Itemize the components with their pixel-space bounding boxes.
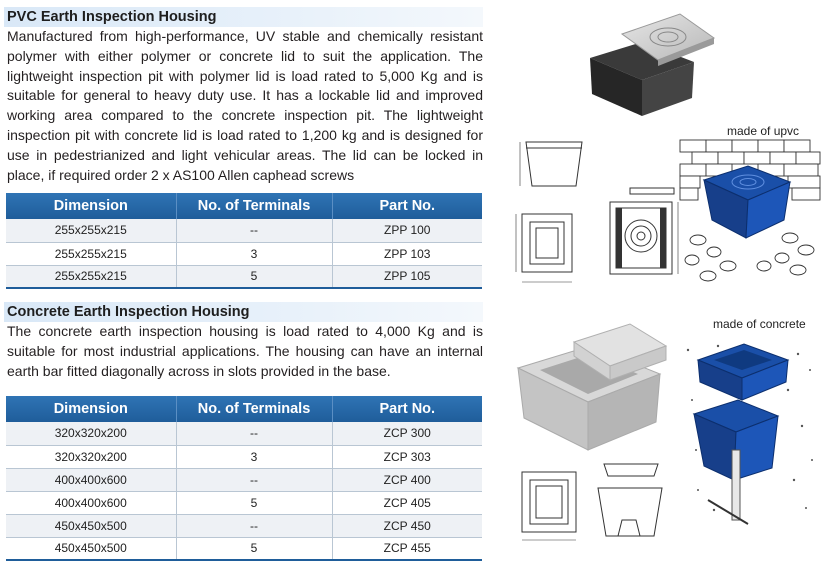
cell-dimension: 320x320x200 xyxy=(6,422,176,445)
cell-part-no: ZPP 100 xyxy=(332,219,482,242)
table-row xyxy=(6,491,482,514)
cell-terminals: -- xyxy=(176,514,332,537)
pvc-installation-drawing xyxy=(678,120,824,290)
cell-terminals: -- xyxy=(176,468,332,491)
cell-terminals: 3 xyxy=(176,445,332,468)
pvc-section-title: PVC Earth Inspection Housing xyxy=(4,7,483,27)
concrete-description xyxy=(7,322,483,381)
column-header-dimension: Dimension xyxy=(6,193,176,219)
table-row xyxy=(6,445,482,468)
cell-terminals: 5 xyxy=(176,265,332,288)
concrete-material-caption: made of concrete xyxy=(713,317,806,331)
concrete-description-text: The concrete earth inspection housing is load rated to 4,000 Kg and is suitable for most industrial applications. The housing can have an internal earth bar fitted diagonally across in slots provided in the base. xyxy=(7,323,483,379)
concrete-technical-drawings xyxy=(518,458,668,546)
cell-part-no: ZCP 450 xyxy=(332,514,482,537)
cell-terminals: -- xyxy=(176,219,332,242)
concrete-housing-photo xyxy=(510,318,670,456)
table-row xyxy=(6,422,482,445)
concrete-installation-drawing xyxy=(678,330,824,530)
pvc-technical-drawings xyxy=(512,132,682,290)
cell-part-no: ZCP 455 xyxy=(332,537,482,560)
column-header-terminals: No. of Terminals xyxy=(176,193,332,219)
cell-terminals: -- xyxy=(176,422,332,445)
concrete-section-title: Concrete Earth Inspection Housing xyxy=(4,302,483,322)
pvc-description-text: Manufactured from high-performance, UV stable and chemically resistant polymer with either polymer or concrete lid to suit the application. The lightweight inspection pit with polymer lid is load rated to 5,000 Kg and is suitable for general to heavy duty use. It has a lockable lid and improved working area compared to the concrete inspection pit. The lightweight inspection pit with concrete lid is load rated to 1,200 kg and is designed for use in pedestrianized and light vehicular areas. The lid can be locked in place, if required order 2 x AS100 Allen caphead screws xyxy=(7,28,483,183)
cell-dimension: 400x400x600 xyxy=(6,491,176,514)
cell-part-no: ZCP 400 xyxy=(332,468,482,491)
pvc-housing-photo xyxy=(582,8,718,120)
pvc-table-header-row xyxy=(6,193,482,219)
cell-part-no: ZPP 105 xyxy=(332,265,482,288)
column-header-terminals: No. of Terminals xyxy=(176,396,332,422)
cell-dimension: 450x450x500 xyxy=(6,537,176,560)
table-row xyxy=(6,219,482,242)
concrete-spec-table xyxy=(6,396,482,561)
cell-terminals: 5 xyxy=(176,491,332,514)
column-header-dimension: Dimension xyxy=(6,396,176,422)
cell-terminals: 3 xyxy=(176,242,332,265)
pvc-spec-table xyxy=(6,193,482,289)
cell-dimension: 255x255x215 xyxy=(6,265,176,288)
table-row xyxy=(6,514,482,537)
column-header-part-no: Part No. xyxy=(332,396,482,422)
pvc-material-caption: made of upvc xyxy=(727,124,800,138)
cell-part-no: ZCP 405 xyxy=(332,491,482,514)
cell-dimension: 255x255x215 xyxy=(6,242,176,265)
table-row xyxy=(6,537,482,560)
concrete-table-header-row xyxy=(6,396,482,422)
cell-dimension: 400x400x600 xyxy=(6,468,176,491)
cell-dimension: 320x320x200 xyxy=(6,445,176,468)
cell-part-no: ZCP 300 xyxy=(332,422,482,445)
pvc-description xyxy=(7,27,483,185)
cell-dimension: 255x255x215 xyxy=(6,219,176,242)
table-row xyxy=(6,265,482,288)
cell-part-no: ZCP 303 xyxy=(332,445,482,468)
cell-part-no: ZPP 103 xyxy=(332,242,482,265)
table-row xyxy=(6,242,482,265)
column-header-part-no: Part No. xyxy=(332,193,482,219)
cell-dimension: 450x450x500 xyxy=(6,514,176,537)
cell-terminals: 5 xyxy=(176,537,332,560)
table-row xyxy=(6,468,482,491)
